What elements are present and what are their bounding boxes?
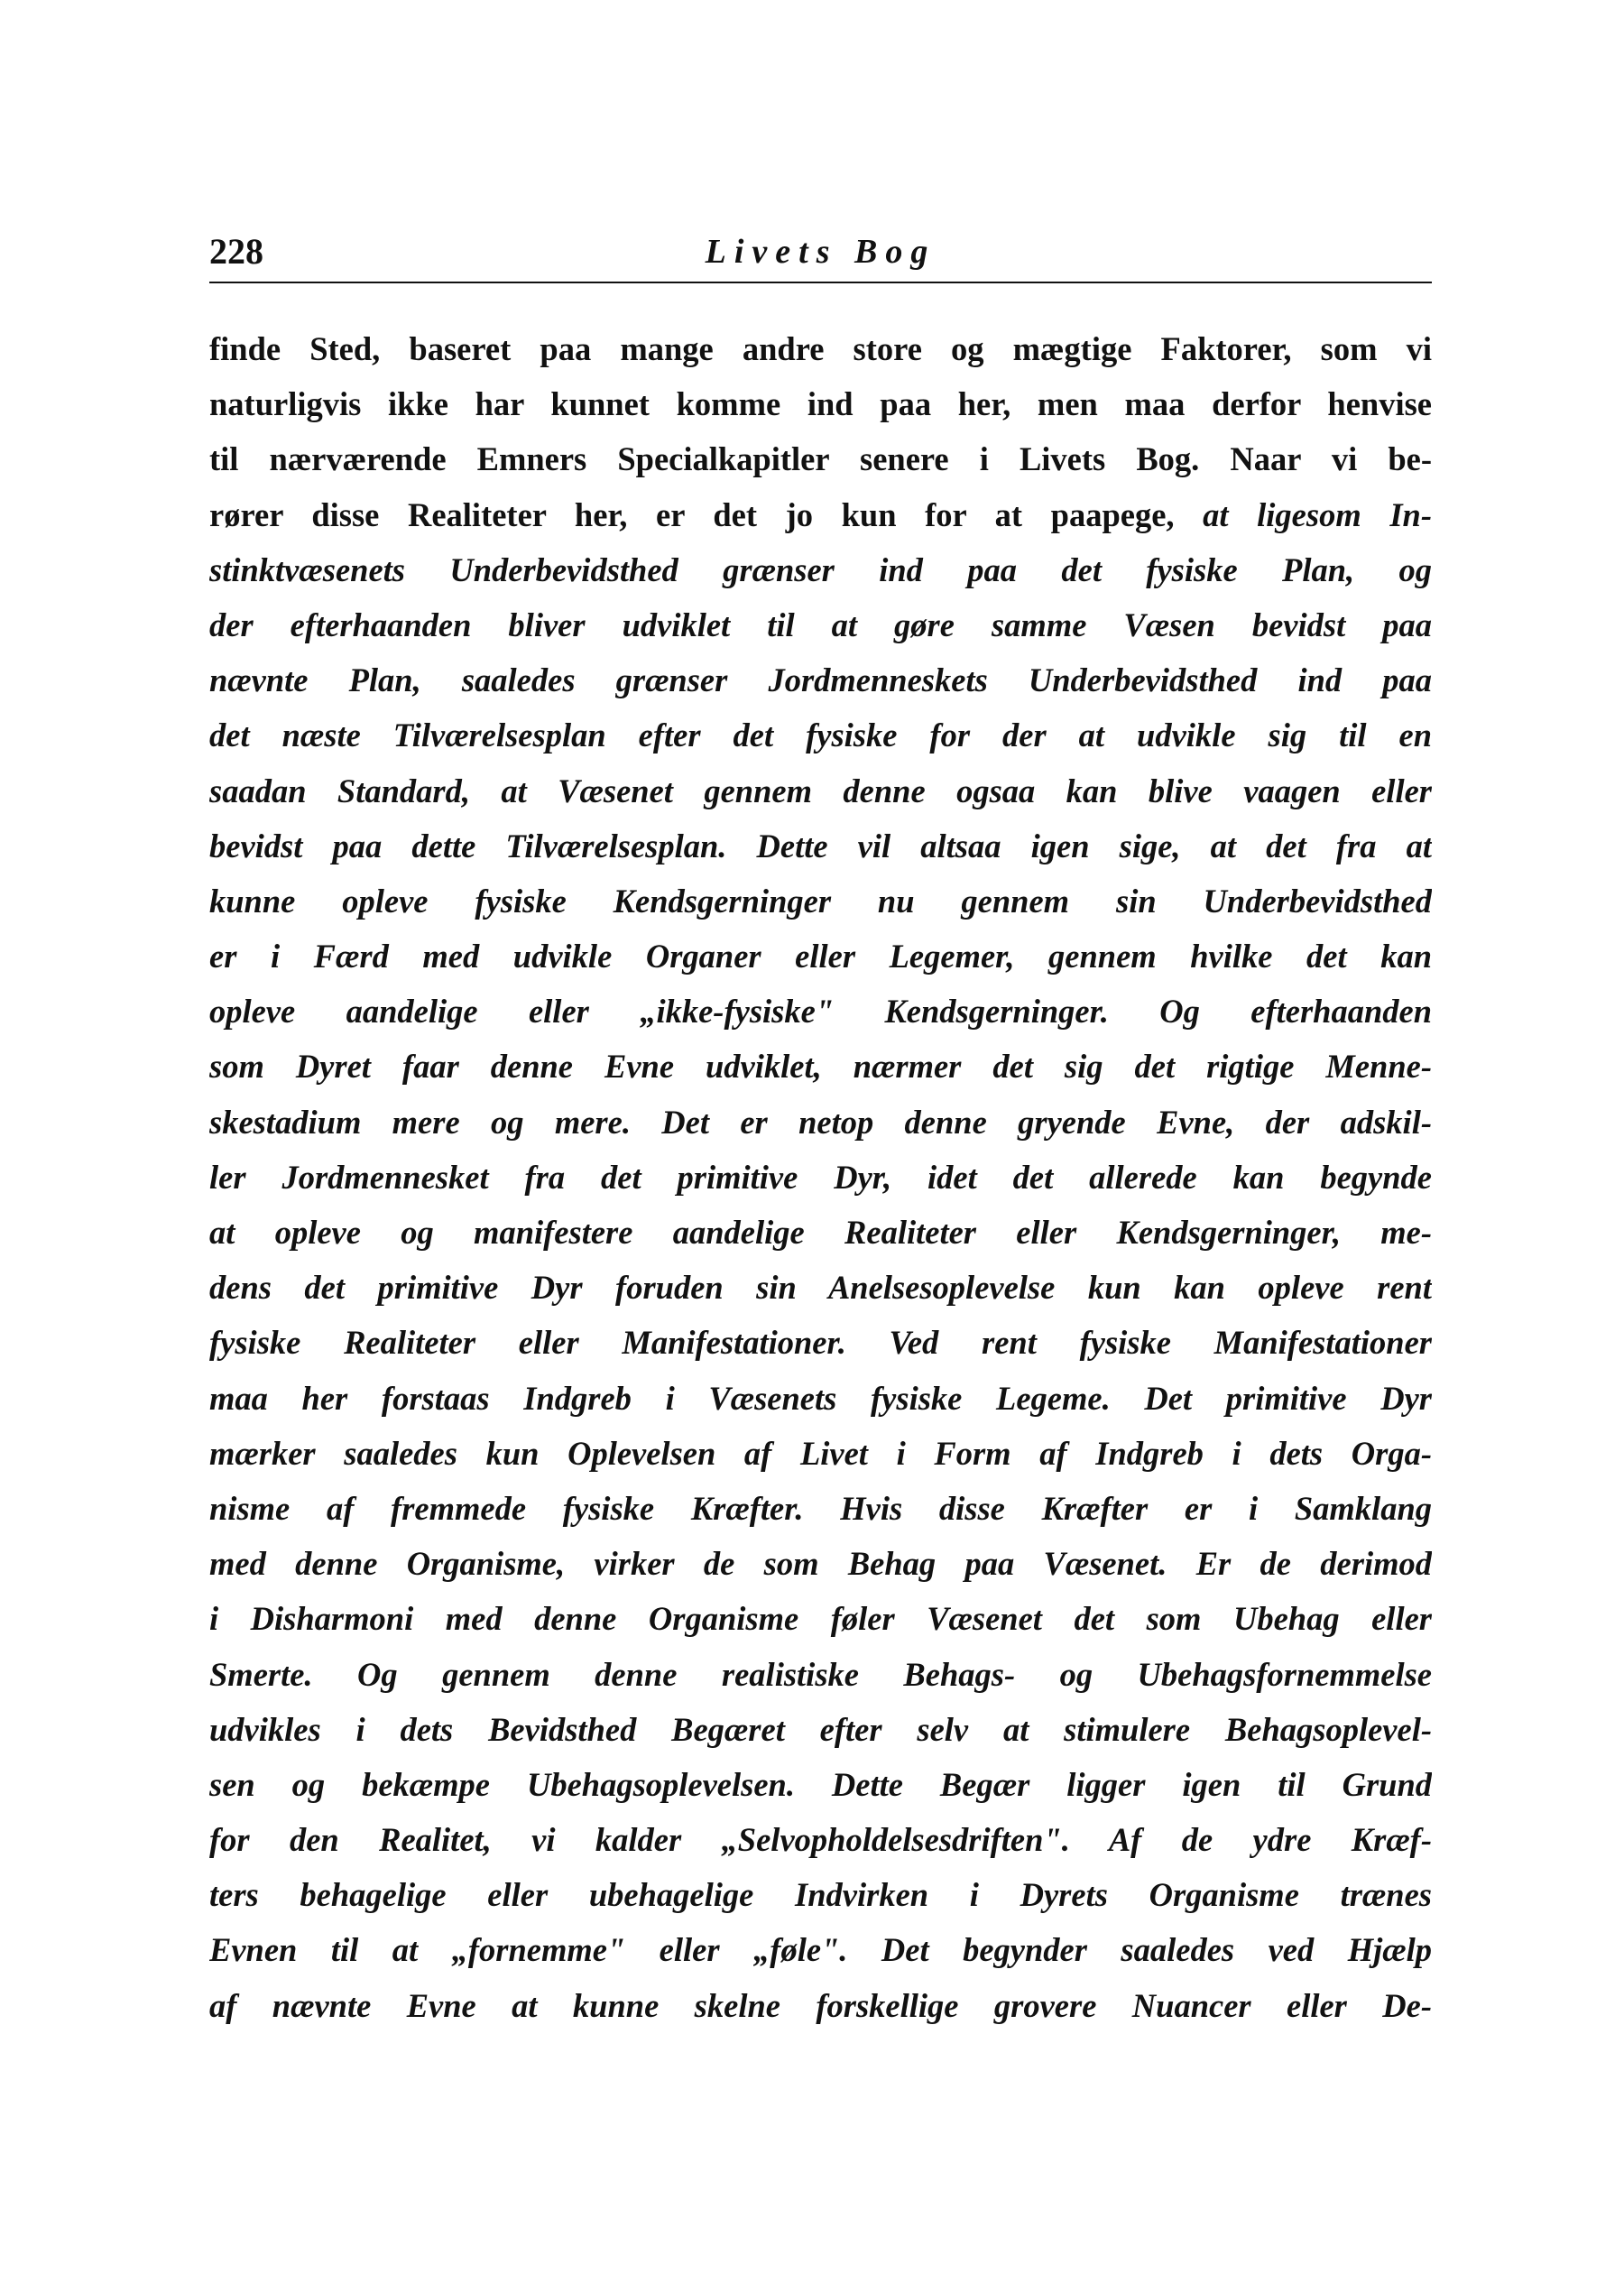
text-segment: udvikles i dets Bevidsthed Begæret efter selv at stimulere Behagsoplevel- [209, 1710, 1432, 1748]
text-line [209, 652, 1432, 707]
text-line [209, 1150, 1432, 1205]
text-segment: finde Sted, baseret paa mange andre store og mægtige Faktorer, som vi [209, 330, 1432, 367]
text-segment: dens det primitive Dyr foruden sin Anelsesoplevelse kun kan opleve rent [209, 1269, 1432, 1307]
text-line [209, 1095, 1432, 1150]
text-line [209, 874, 1432, 929]
text-segment: kunne opleve fysiske Kendsgerninger nu gennem sin Underbevidsthed [209, 882, 1432, 920]
text-segment: naturligvis ikke har kunnet komme ind paa her, men maa derfor henvise [209, 385, 1432, 423]
text-line [209, 1315, 1432, 1370]
body-text [209, 321, 1432, 2033]
text-segment: maa her forstaas Indgreb i Væsenets fysiske Legeme. Det primitive Dyr [209, 1379, 1432, 1417]
text-segment: saadan Standard, at Væsenet gennem denne ogsaa kan blive vaagen eller [209, 772, 1432, 809]
text-segment: Evnen til at „fornemme" eller „føle". Det begynder saaledes ved Hjælp [209, 1931, 1432, 1969]
text-segment: at opleve og manifestere aandelige Realiteter eller Kendsgerninger, me- [209, 1214, 1432, 1251]
text-line [209, 763, 1432, 818]
text-segment: skestadium mere og mere. Det er netop denne gryende Evne, der adskil- [209, 1103, 1432, 1141]
text-segment: for den Realitet, vi kalder „Selvopholdelsesdriften". Af de ydre Kræf- [209, 1821, 1432, 1859]
text-line [209, 1812, 1432, 1867]
text-segment: fysiske Realiteter eller Manifestationer. Ved rent fysiske Manifestationer [209, 1324, 1432, 1362]
text-segment: ler Jordmennesket fra det primitive Dyr, idet det allerede kan begynde [209, 1158, 1432, 1196]
text-line [209, 376, 1432, 431]
text-line [209, 1647, 1432, 1702]
text-line [209, 818, 1432, 874]
text-line [209, 1371, 1432, 1426]
text-line [209, 1426, 1432, 1481]
text-line [209, 487, 1432, 542]
text-line [209, 929, 1432, 984]
text-segment: med denne Organisme, virker de som Behag paa Væsenet. Er de derimod [209, 1545, 1432, 1583]
text-line [209, 1591, 1432, 1646]
text-segment: nisme af fremmede fysiske Kræfter. Hvis disse Kræfter er i Samklang [209, 1489, 1432, 1527]
text-line [209, 984, 1432, 1039]
text-segment: af nævnte Evne at kunne skelne forskellige grovere Nuancer eller De- [209, 1986, 1432, 2024]
text-line [209, 431, 1432, 486]
text-segment: bevidst paa dette Tilværelsesplan. Dette vil altsaa igen sige, at det fra at [209, 827, 1432, 864]
text-segment: som Dyret faar denne Evne udviklet, nærmer det sig det rigtige Menne- [209, 1048, 1432, 1086]
page-number: 228 [209, 231, 263, 272]
header-rule [209, 282, 1432, 283]
text-segment: nævnte Plan, saaledes grænser Jordmenneskets Underbevidsthed ind paa [209, 661, 1432, 699]
text-segment: rører disse Realiteter her, er det jo kun for at paapege, [209, 495, 1204, 533]
text-segment: mærker saaledes kun Oplevelsen af Livet i Form af Indgreb i dets Orga- [209, 1434, 1432, 1472]
text-line [209, 707, 1432, 763]
text-line [209, 1867, 1432, 1922]
text-line [209, 1536, 1432, 1591]
text-segment: stinktvæsenets Underbevidsthed grænser ind paa det fysiske Plan, og [209, 550, 1432, 588]
text-line [209, 1978, 1432, 2033]
text-segment: at ligesom In- [1203, 495, 1432, 533]
text-line [209, 1922, 1432, 1977]
text-line [209, 597, 1432, 652]
text-line [209, 1757, 1432, 1812]
page-header [209, 229, 1432, 283]
text-segment: det næste Tilværelsesplan efter det fysiske for der at udvikle sig til en [209, 717, 1432, 754]
text-line [209, 321, 1432, 376]
text-line [209, 1205, 1432, 1260]
text-segment: til nærværende Emners Specialkapitler senere i Livets Bog. Naar vi be- [209, 440, 1432, 478]
text-segment: opleve aandelige eller „ikke-fysiske" Kendsgerninger. Og efterhaanden [209, 993, 1432, 1031]
text-segment: sen og bekæmpe Ubehagsoplevelsen. Dette Begær ligger igen til Grund [209, 1765, 1432, 1803]
text-line [209, 542, 1432, 597]
text-line [209, 1260, 1432, 1315]
running-title: Livets Bog [705, 233, 937, 271]
text-segment: er i Færd med udvikle Organer eller Legemer, gennem hvilke det kan [209, 938, 1432, 975]
text-line [209, 1702, 1432, 1757]
text-line [209, 1039, 1432, 1094]
text-segment: ters behagelige eller ubehagelige Indvirken i Dyrets Organisme trænes [209, 1876, 1432, 1914]
text-segment: der efterhaanden bliver udviklet til at gøre samme Væsen bevidst paa [209, 606, 1432, 643]
text-segment: Smerte. Og gennem denne realistiske Behags- og Ubehagsfornemmelse [209, 1655, 1432, 1693]
text-segment: i Disharmoni med denne Organisme føler Væsenet det som Ubehag eller [209, 1600, 1432, 1638]
text-line [209, 1481, 1432, 1536]
